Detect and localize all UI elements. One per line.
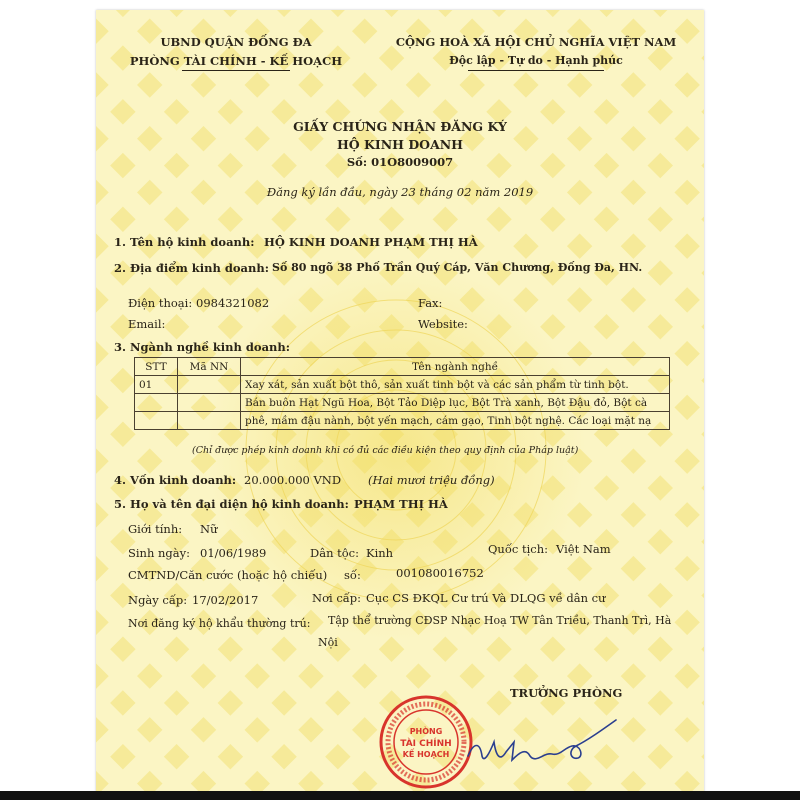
document-subtitle: HỘ KINH DOANH xyxy=(336,137,463,152)
section-1-label: 1. Tên hộ kinh doanh: xyxy=(114,235,255,249)
table-header-row xyxy=(135,358,670,376)
header-authority: UBND QUẬN ĐỐNG ĐA xyxy=(160,35,312,49)
row-stt: 01 xyxy=(135,376,178,394)
header-right-underline xyxy=(468,70,604,71)
col-ten-nganh-nghe: Tên ngành nghề xyxy=(241,358,670,376)
stamp-text-3: KẾ HOẠCH xyxy=(402,750,450,759)
representative-name: PHẠM THỊ HÀ xyxy=(354,497,448,511)
section-4-label: 4. Vốn kinh doanh: xyxy=(114,473,237,487)
capital-value: 20.000.000 VND xyxy=(244,473,342,487)
issue-date-value: 17/02/2017 xyxy=(192,593,259,607)
registration-date: Đăng ký lần đầu, ngày 23 tháng 02 năm 2019 xyxy=(266,185,534,199)
handwritten-signature xyxy=(460,712,620,772)
header-country: CỘNG HOÀ XÃ HỘI CHỦ NGHĨA VIỆT NAM xyxy=(395,35,677,49)
residence-line1: Tập thể trường CĐSP Nhạc Hoạ TW Tân Triều, Thanh Trì, Hà xyxy=(328,614,672,627)
dob-label: Sinh ngày: xyxy=(128,546,191,560)
id-number: 001080016752 xyxy=(396,566,484,580)
business-lines-table xyxy=(134,357,670,430)
stamp-text-1: PHÒNG xyxy=(409,727,443,736)
dob-value: 01/06/1989 xyxy=(200,546,267,560)
header-department: PHÒNG TÀI CHÍNH - KẾ HOẠCH xyxy=(129,54,343,68)
col-ma-nn: Mã NN xyxy=(178,358,241,376)
business-address: Số 80 ngõ 38 Phố Trần Quý Cáp, Văn Chương, Đống Đa, HN. xyxy=(272,261,643,274)
issue-place-label: Nơi cấp: xyxy=(312,591,362,605)
table-note: (Chỉ được phép kinh doanh khi có đủ các điều kiện theo quy định của Pháp luật) xyxy=(192,445,579,456)
col-stt: STT xyxy=(135,358,178,376)
nationality-value: Việt Nam xyxy=(556,542,611,556)
website-label: Website: xyxy=(418,317,468,331)
section-2-label: 2. Địa điểm kinh doanh: xyxy=(114,261,269,275)
certificate-number: Số: 01O8009007 xyxy=(346,155,454,169)
section-3-label: 3. Ngành nghề kinh doanh: xyxy=(114,340,291,354)
stamp-text-2: TÀI CHÍNH xyxy=(400,739,452,749)
capital-words: (Hai mươi triệu đồng) xyxy=(368,473,495,487)
residence-label: Nơi đăng ký hộ khẩu thường trú: xyxy=(128,617,311,630)
phone-label: Điện thoại: xyxy=(128,296,193,310)
phone-value: 0984321082 xyxy=(196,296,270,310)
issue-date-label: Ngày cấp: xyxy=(128,593,188,607)
nationality-label: Quốc tịch: xyxy=(488,542,548,556)
row-ten-line2: Bán buôn Hạt Ngũ Hoa, Bột Tảo Diệp lục, Bột Trà xanh, Bột Đậu đỏ, Bột cà xyxy=(241,394,670,412)
fax-label: Fax: xyxy=(418,296,443,310)
table-row xyxy=(135,394,670,412)
id-label: CMTND/Căn cước (hoặc hộ chiếu) xyxy=(128,568,328,582)
business-name: HỘ KINH DOANH PHẠM THỊ HÀ xyxy=(264,235,478,249)
section-5-label: 5. Họ và tên đại diện hộ kinh doanh: xyxy=(114,497,349,511)
email-label: Email: xyxy=(128,317,166,331)
gender-value: Nữ xyxy=(200,522,218,536)
row-ten-line3: phê, mầm đậu nành, bột yến mạch, cám gạo, Tinh bột nghệ. Các loại mặt nạ xyxy=(241,412,670,430)
certificate-paper xyxy=(96,10,704,792)
ethnic-label: Dân tộc: xyxy=(310,546,359,560)
bottom-black-bar xyxy=(0,791,800,800)
issue-place-value: Cục CS ĐKQL Cư trú Và DLQG về dân cư xyxy=(366,591,606,605)
document-title: GIẤY CHỨNG NHẬN ĐĂNG KÝ xyxy=(293,119,507,134)
row-ma-nn xyxy=(178,376,241,394)
header-motto: Độc lập - Tự do - Hạnh phúc xyxy=(449,54,623,67)
id-so-label: số: xyxy=(344,568,361,582)
table-row xyxy=(135,376,670,394)
signatory-title: TRƯỞNG PHÒNG xyxy=(510,686,623,700)
ethnic-value: Kinh xyxy=(366,546,394,560)
residence-line2: Nội xyxy=(318,636,338,649)
row-ten-line1: Xay xát, sản xuất bột thô, sản xuất tinh bột và các sản phẩm từ tinh bột. xyxy=(241,376,670,394)
gender-label: Giới tính: xyxy=(128,522,183,536)
header-left-underline xyxy=(182,70,290,71)
table-row xyxy=(135,412,670,430)
